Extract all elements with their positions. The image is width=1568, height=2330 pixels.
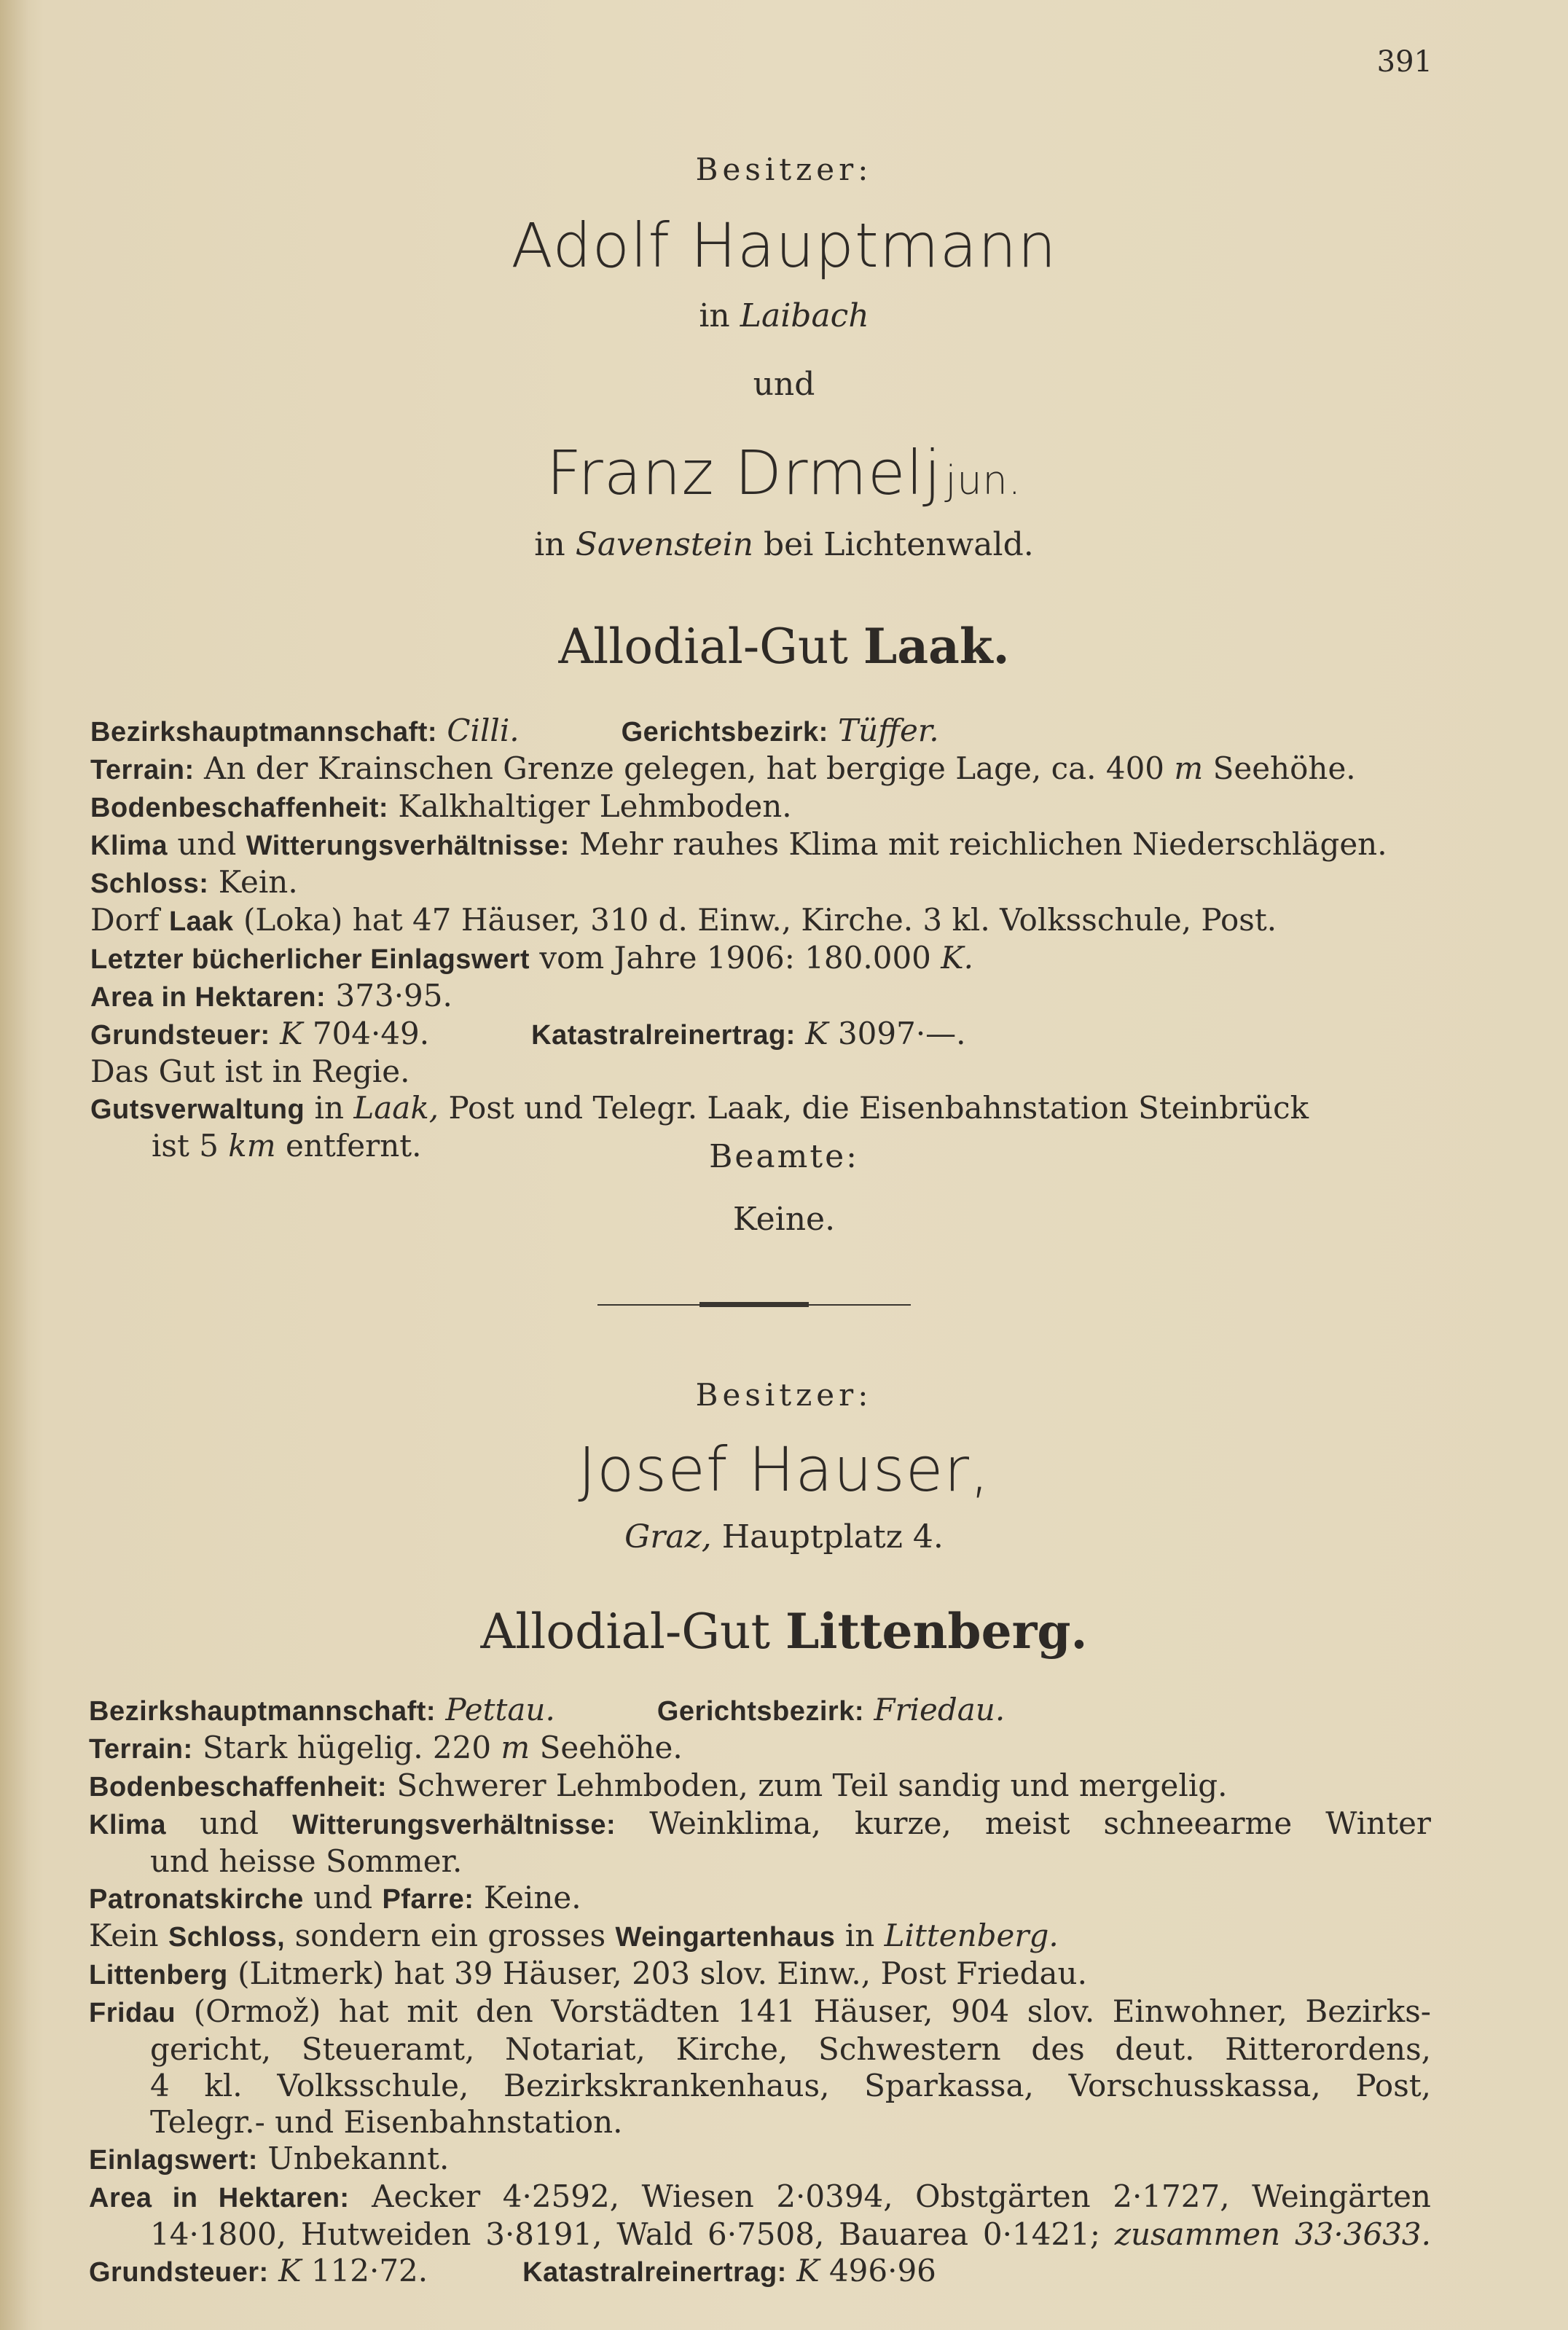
detail-line-fridau-cont-2: 4 kl. Volksschule, Bezirkskrankenhaus, Sparkassa, Vorschusskassa, Post, (150, 2068, 1431, 2103)
besitzer-heading: Besitzer: (695, 152, 873, 187)
owner-name-2: Franz Drmelj jun. (546, 437, 1022, 509)
detail-line-littenberg: Littenberg (Litmerk) hat 39 Häuser, 203 slov. Einw., Post Friedau. (89, 1956, 1087, 1991)
detail-line-klima: Klima und Witterungsverhältnisse: Mehr rauhes Klima mit reichlichen Niederschlägen. (90, 826, 1387, 862)
detail-line-schloss-2: Kein Schloss, sondern ein grosses Weingartenhaus in Littenberg. (89, 1918, 1059, 1953)
detail-line-boden-2: Bodenbeschaffenheit: Schwerer Lehmboden, zum Teil sandig und mergelig. (89, 1768, 1228, 1803)
detail-line-bezirk: Bezirkshauptmannschaft: Cilli. Gerichtsbezirk: Tüffer. (90, 713, 939, 748)
detail-line-regie: Das Gut ist in Regie. (90, 1054, 410, 1089)
besitzer-heading-2: Besitzer: (695, 1377, 873, 1413)
details-block-2 (89, 1692, 1431, 2291)
owner-location-3: Graz, Hauptplatz 4. (624, 1518, 944, 1556)
detail-line-terrain: Terrain: An der Krainschen Grenze gelegen, hat bergige Lage, ca. 400 m Seehöhe. (90, 750, 1356, 786)
detail-line-verwaltung: Gutsverwaltung in Laak, Post und Telegr. Laak, die Eisenbahnstation Steinbrück (90, 1090, 1309, 1126)
detail-line-schloss: Schloss: Kein. (90, 864, 298, 900)
detail-line-terrain-2: Terrain: Stark hügelig. 220 m Seehöhe. (89, 1730, 683, 1765)
owner-location: in Laibach (699, 297, 869, 334)
detail-line-area-2-cont: 14·1800, Hutweiden 3·8191, Wald 6·7508, Bauarea 0·1421; zusammen 33·3633. (150, 2216, 1431, 2252)
detail-line-boden: Bodenbeschaffenheit: Kalkhaltiger Lehmboden. (90, 788, 792, 824)
detail-line-bezirk-2: Bezirkshauptmannschaft: Pettau. Gerichtsbezirk: Friedau. (89, 1692, 1006, 1727)
detail-line-area: Area in Hektaren: 373·95. (90, 978, 452, 1013)
detail-line-verwaltung-cont: ist 5 km entfernt. (152, 1128, 422, 1164)
detail-line-klima-2-cont: und heisse Sommer. (150, 1843, 463, 1879)
detail-line-fridau-cont-3: Telegr.- und Eisenbahnstation. (150, 2104, 623, 2140)
details-block-1 (90, 713, 1431, 1164)
owner-name: Adolf Hauptmann (511, 210, 1057, 281)
detail-line-einlage: Letzter bücherlicher Einlagswert vom Jahre 1906: 180.000 K. (90, 940, 973, 976)
detail-line-fridau-cont-1: gericht, Steueramt, Notariat, Kirche, Schwestern des deut. Ritterordens, (150, 2031, 1431, 2067)
beamte-value: Keine. (732, 1201, 836, 1238)
detail-line-grundsteuer: Grundsteuer: K 704·49. Katastralreinertrag: K 3097·—. (90, 1016, 966, 1051)
page-number: 391 (1376, 45, 1432, 79)
owner-location-2: in Savenstein bei Lichtenwald. (534, 526, 1034, 563)
detail-line-dorf: Dorf Laak (Loka) hat 47 Häuser, 310 d. Einw., Kirche. 3 kl. Volksschule, Post. (90, 902, 1277, 938)
und-connector: und (753, 366, 815, 403)
detail-line-fridau: Fridau (Ormož) hat mit den Vorstädten 141 Häuser, 904 slov. Einwohner, Bezirks- (89, 1993, 1431, 2029)
detail-line-grundsteuer-2: Grundsteuer: K 112·72. Katastralreinertrag: K 496·96 (89, 2253, 936, 2288)
detail-line-patronat: Patronatskirche und Pfarre: Keine. (89, 1880, 581, 1915)
detail-line-klima-2: Klima und Witterungsverhältnisse: Weinklima, kurze, meist schneearme Winter (89, 1805, 1431, 1841)
section-divider-ornament (699, 1302, 809, 1307)
detail-line-area-2: Area in Hektaren: Aecker 4·2592, Wiesen 2·0394, Obstgärten 2·1727, Weingärten (89, 2178, 1431, 2214)
estate-title-2: Allodial-Gut Littenberg. (480, 1603, 1088, 1660)
detail-line-einlage-2: Einlagswert: Unbekannt. (89, 2141, 450, 2176)
owner-name-3: Josef Hauser, (578, 1434, 990, 1505)
beamte-heading: Beamte: (709, 1138, 859, 1175)
estate-title: Allodial-Gut Laak. (558, 618, 1010, 675)
